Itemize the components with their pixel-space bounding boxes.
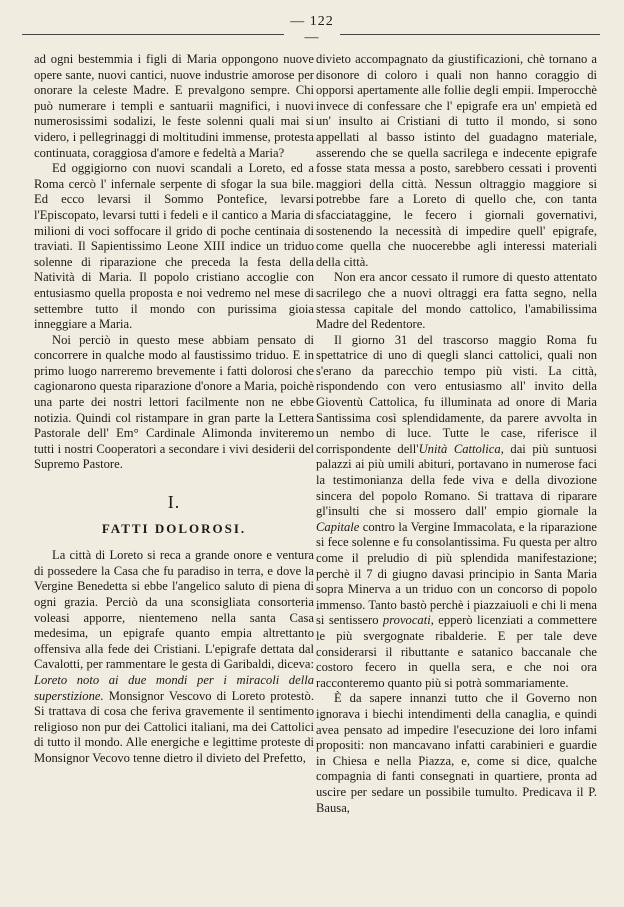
paragraph: ad ogni bestemmia i figli di Maria oppongono nuove opere sante, nuovi cantici, nuove industrie amorose per onorare la celeste Madre. E prevalgono sempre. Chi può numerare i templi e santuarii magnifici, i nuovi numerosissimi sodalizi, le feste solenni quali mai si videro, i pellegrinaggi di moltitudini immense, protesta continuata, coraggiosa d'amore e fedeltà a Maria?	[34, 52, 314, 160]
page-number: — 122 —	[290, 14, 334, 45]
text-run: La città di Loreto si reca a grande onore e ventura di possedere la Casa che fu paradiso in terra, e dove la Vergine Benedetta si ebbe l'angelico saluto di piena di ogni grazia. Perciò da una sconsigliata consorteria voleasi apporre, nientemeno nella santa Casa medesima, un epigrafe quanto empia altrettanto offensiva alla fede dei Cristiani. L'epigrafe dettata dal Cavalotti, per rammentare le gesta di Garibaldi, diceva:	[34, 548, 314, 672]
text-run: , epperò licenziati a commettere le più svergognate ribalderie. E per tale deve considerarsi il ributtante e satanico baccanale che costoro fecero in quella sera, e che noi ora racconteremo quanto più si potrà sommariamente.	[316, 613, 598, 690]
paragraph: È da sapere innanzi tutto che il Governo non ignorava i biechi intendimenti della canaglia, e quindi avea pensato ad impedire l'esecuzione dei loro infami propositi: non mancavano infatti carabinieri e guardie in Chiesa e nella Piazza, e, come si dice, qualche compagnia di fanti consegnati in quartiere, pronta ad uscire per sedare un possibile tumulto. Predicava il P. Bausa,	[316, 691, 597, 815]
paragraph	[34, 548, 314, 766]
paragraph	[316, 333, 597, 692]
paragraph: Non era ancor cessato il rumore di questo attentato sacrilego che a nuovi oltraggi era fatta segno, nella stessa capitale del mondo cattolico, l'amabilissima Madre del Redentore.	[316, 270, 597, 332]
section-title: FATTI DOLOROSI.	[101, 520, 247, 536]
paragraph: Ed oggigiorno con nuovi scandali a Loreto, ed a Roma cercò l' infernale serpente di sfogar la sua bile. Ed ecco levarsi il Sommo Pontefice, levarsi l'Episcopato, levarsi tutti i fedeli e il cantico a Maria di milioni di voci soffocare il grido di poche centinaia di traviati. Il Sapientissimo Leone XIII indice un triduo solenne di riparazione che preceda la festa della Natività di Maria. Il popolo cristiano accoglie con entusiasmo quella proposta e noi vedremo nel mese di settembre tutto il mondo con purissima gioia inneggiare a Maria.	[34, 161, 314, 332]
text-run: Il giorno 31 del trascorso maggio Roma fu spettatrice di uno di quegli slanci cattolici, quali non s'erano da parecchio tempo più visti. La città, rispondendo con vero entusiasmo all' invito della Gioventù Cattolica, fu illuminata ad onore di Maria Santissima così splendidamente, da parere avvolta in un nembo di luce. Tutte le case, riferisce il corrispondente dell'	[316, 332, 597, 456]
text-run: , dai più suntuosi palazzi ai più umili abituri, portavano in numerose faci la testimonianza della fede viva e della divozione sincera del popolo Romano. Si trattava di riparare gl'insulti che si mossero dall' empio giornale la	[316, 441, 598, 519]
paragraph: divieto accompagnato da giustificazioni, chè tornano a disonore di coloro i quali non hanno coraggio di opporsi apertamente alle follie degli empii. Imperocchè invece di confessare che l' epigrafe era un' empietà ed un' insulto ai Cristiani di tutto il mondo, si sono appellati al basso istinto del guadagno materiale, asserendo che se quella sacrilega e indecente epigrafe fosse stata messa a posto, sarebbero cessati i proventi maggiori della città. Nessun oltraggio maggiore si potrebbe fare a Loreto di quello che, con tanta sfacciataggine, le fecero i giornali governativi, sostenendo la necessità di impedire quell' epigrafe, come quella che nuocerebbe agli interessi materiali della città.	[316, 52, 597, 269]
paragraph: Noi perciò in questo mese abbiam pensato di concorrere in qualche modo al faustissimo triduo. E in primo luogo narreremo brevemente i fatti dolorosi che cagionarono questa riparazione d'onore a Maria, poichè una parte dei nostri lettori facilmente non ne ebbe notizia. Quindi col ristampare in gran parte la Lettera Pastorale dell' Em° Cardinale Alimonda inviteremo tutti i nostri Cooperatori a secondare i vivi desiderii del Supremo Pastore.	[34, 332, 314, 472]
header-rule-left	[22, 34, 284, 35]
newspaper-title: Unità Cattolica	[418, 441, 501, 456]
quoted-epigraph: Loreto noto ai due mondi per i miracoli della superstizione.	[34, 672, 314, 703]
section-number: I.	[167, 492, 181, 513]
header-rule-right	[340, 34, 600, 35]
text-run: contro la Vergine Immacolata, e la riparazione si fece solenne e fu consolantissima. Fu questa per altro come il preludio di più splendida manifestazione; perchè il 7 di giugno davasi principio in Santa Maria sopra Minerva a un triduo con un concorso di popolo immenso. Tanto bastò perchè i piazzaiuoli e chi li mena si sentissero	[316, 519, 597, 628]
text-run: Monsignor Vescovo di Loreto protestò. Si trattava di cosa che feriva gravemente il sentimento religioso non pur dei Cattolici italiani, ma dei Cattolici di tutto il mondo. Alle energiche e legittime proteste di Monsignor Vecovo tenne dietro il divieto del Prefetto,	[34, 688, 314, 765]
page-header	[0, 14, 624, 45]
newspaper-title: Capitale	[316, 519, 360, 534]
italic-word: provocati	[382, 613, 431, 628]
right-column	[316, 52, 597, 816]
left-column	[34, 52, 314, 767]
